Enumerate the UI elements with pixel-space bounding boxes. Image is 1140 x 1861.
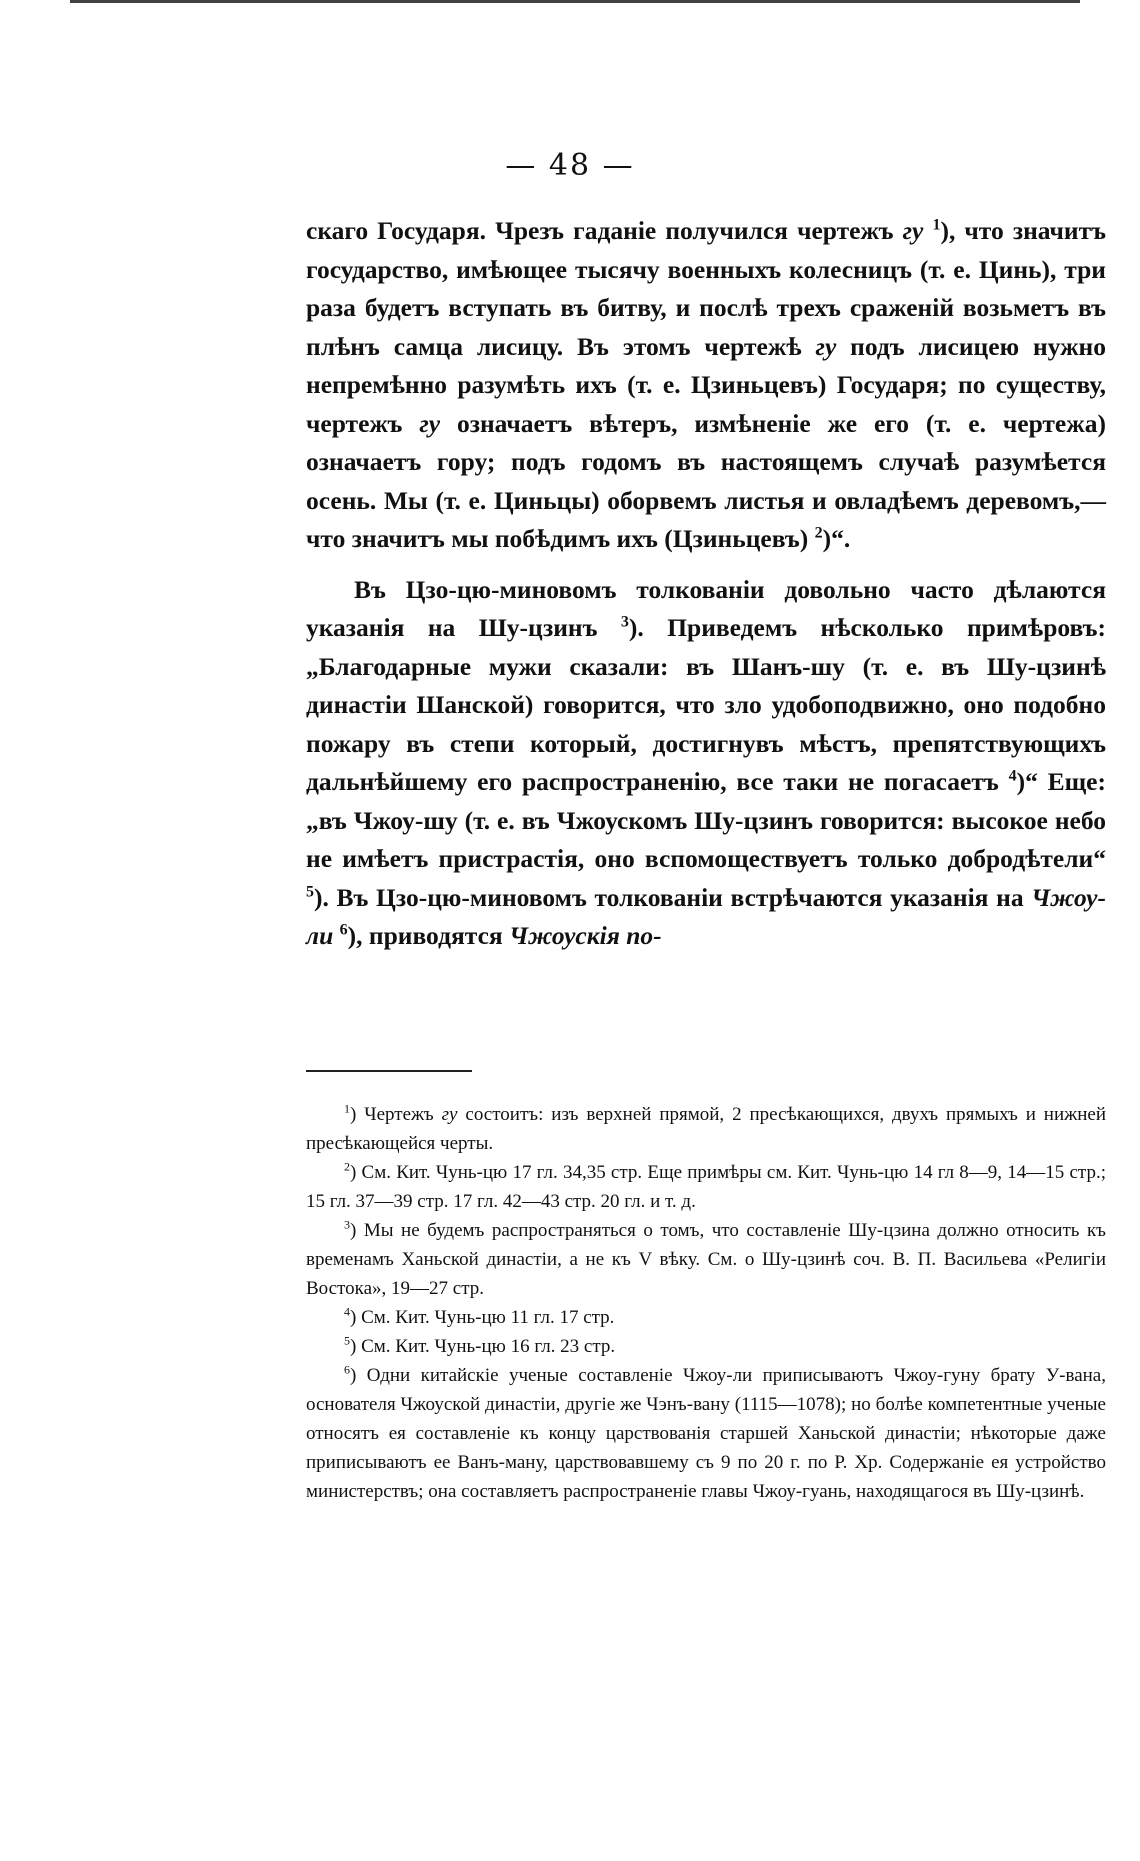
text-run: состоитъ: изъ верхней прямой, 2 пресѣкающихся, двухъ прямыхъ и нижней пресѣкающейся черты. (306, 1104, 1107, 1154)
footnote-ref: 1 (932, 216, 941, 234)
text-run: ) Мы не будемъ распространяться о томъ, что составленіе Шу-цзина должно относить къ временамъ Ханьской династіи, а не къ V вѣку. См. о Шу-цзинѣ соч. В. П. Васильева «Религіи Востока», 19—27 стр. (306, 1220, 1106, 1299)
footnote-ref: 6 (344, 1362, 350, 1377)
italic-term: Чжоускія по- (509, 921, 662, 950)
footnote-ref: 2 (814, 524, 823, 542)
main-text (306, 212, 1106, 956)
page-number: — 48 — (505, 148, 635, 183)
footnote-ref: 3 (344, 1217, 350, 1232)
footnote-ref: 6 (339, 921, 348, 939)
text-run: ) См. Кит. Чунь-цю 11 гл. 17 стр. (350, 1307, 615, 1328)
italic-term: гу (815, 331, 837, 361)
footnote-2 (306, 1158, 1106, 1216)
footnote-ref: 4 (344, 1304, 350, 1319)
italic-term: Чжоу-ли (306, 882, 1106, 950)
footnote-ref: 1 (344, 1101, 350, 1116)
text-run: ), что значитъ государство, имѣющее тысячу военныхъ колесницъ (т. е. Цинь), три раза будетъ вступать въ битву, и послѣ трехъ сраженій возьметъ въ плѣнъ самца лисицу. Въ этомъ чертежѣ (306, 216, 1106, 361)
italic-term: гу (902, 216, 924, 245)
text-run: означаетъ вѣтеръ, измѣненіе же его (т. е. чертежа) означаетъ гору; подъ годомъ въ настоящемъ случаѣ разумѣется осень. Мы (т. е. Циньцы) оборвемъ листья и овладѣемъ деревомъ,—что значитъ мы побѣдимъ ихъ (Цзиньцевъ) (306, 408, 1106, 553)
footnotes (306, 1100, 1106, 1506)
footnote-ref: 5 (306, 883, 314, 900)
text-run: ) См. Кит. Чунь-цю 17 гл. 34,35 стр. Еще примѣры см. Кит. Чунь-цю 14 гл 8—9, 14—15 стр.; 15 гл. 37—39 стр. 17 гл. 42—43 стр. 20 гл. и т. д. (306, 1162, 1106, 1212)
text-run: ) См. Кит. Чунь-цю 16 гл. 23 стр. (350, 1336, 616, 1357)
footnote-1 (306, 1100, 1106, 1158)
paragraph-1 (306, 212, 1106, 559)
italic-term: гу (419, 408, 441, 438)
top-border-rule (70, 0, 1080, 9)
text-run: скаго Государя. Чрезъ гаданіе получился чертежъ (306, 216, 903, 245)
paragraph-2 (306, 571, 1106, 956)
text-run: подъ лисицею нужно непремѣнно разумѣть ихъ (т. е. Цзиньцевъ) Государя; по существу, чертежъ (306, 331, 1106, 438)
text-run: ) Чертежъ (350, 1104, 442, 1125)
footnote-5 (306, 1332, 1106, 1361)
italic-term: гу (441, 1104, 458, 1125)
footnote-ref: 3 (620, 613, 629, 631)
text-run: ) Одни китайскіе ученые составленіе Чжоу-ли приписываютъ Чжоу-гуну брату У-вана, основателя Чжоуской династіи, другіе же Чэнъ-вану (1115—1078); но болѣе компетентные ученые относятъ ея составленіе къ концу царствованія старшей Ханьской династіи; нѣкоторые даже приписываютъ ее Ванъ-ману, царствовавшему съ 9 по 20 г. по Р. Хр. Содержаніе ея устройство министерствъ; она составляетъ распространеніе главы Чжоу-гуань, находящагося въ Шу-цзинѣ. (306, 1365, 1106, 1502)
footnote-separator (306, 1070, 472, 1072)
text-run: ), приводятся (347, 921, 510, 950)
footnote-ref: 4 (1008, 767, 1017, 785)
footnote-ref: 2 (344, 1159, 350, 1174)
text-run: ). Въ Цзо-цю-миновомъ толкованіи встрѣчаются указанія на (314, 882, 1032, 912)
text-run: )“. (822, 524, 851, 553)
text-run: Въ Цзо-цю-миновомъ толкованіи довольно часто дѣлаются указанія на Шу-цзинъ (306, 574, 1106, 642)
footnote-3 (306, 1216, 1106, 1303)
footnote-ref: 5 (344, 1333, 350, 1348)
footnote-6 (306, 1361, 1106, 1506)
text-run: )“ Еще: „въ Чжоу-шу (т. е. въ Чжоускомъ Шу-цзинъ говорится: высокое небо не имѣетъ пристрастія, оно вспомоществуетъ только добродѣтели“ (306, 767, 1106, 873)
text-run: ). Приведемъ нѣсколько примѣровъ: „Благодарные мужи сказали: въ Шанъ-шу (т. е. въ Шу-цзинѣ династіи Шанской) говорится, что зло удобоподвижно, оно подобно пожару въ степи который, достигнувъ мѣстъ, препятствующихъ дальнѣйшему его распространенію, все таки не погасаетъ (306, 613, 1106, 796)
footnote-4 (306, 1303, 1106, 1332)
